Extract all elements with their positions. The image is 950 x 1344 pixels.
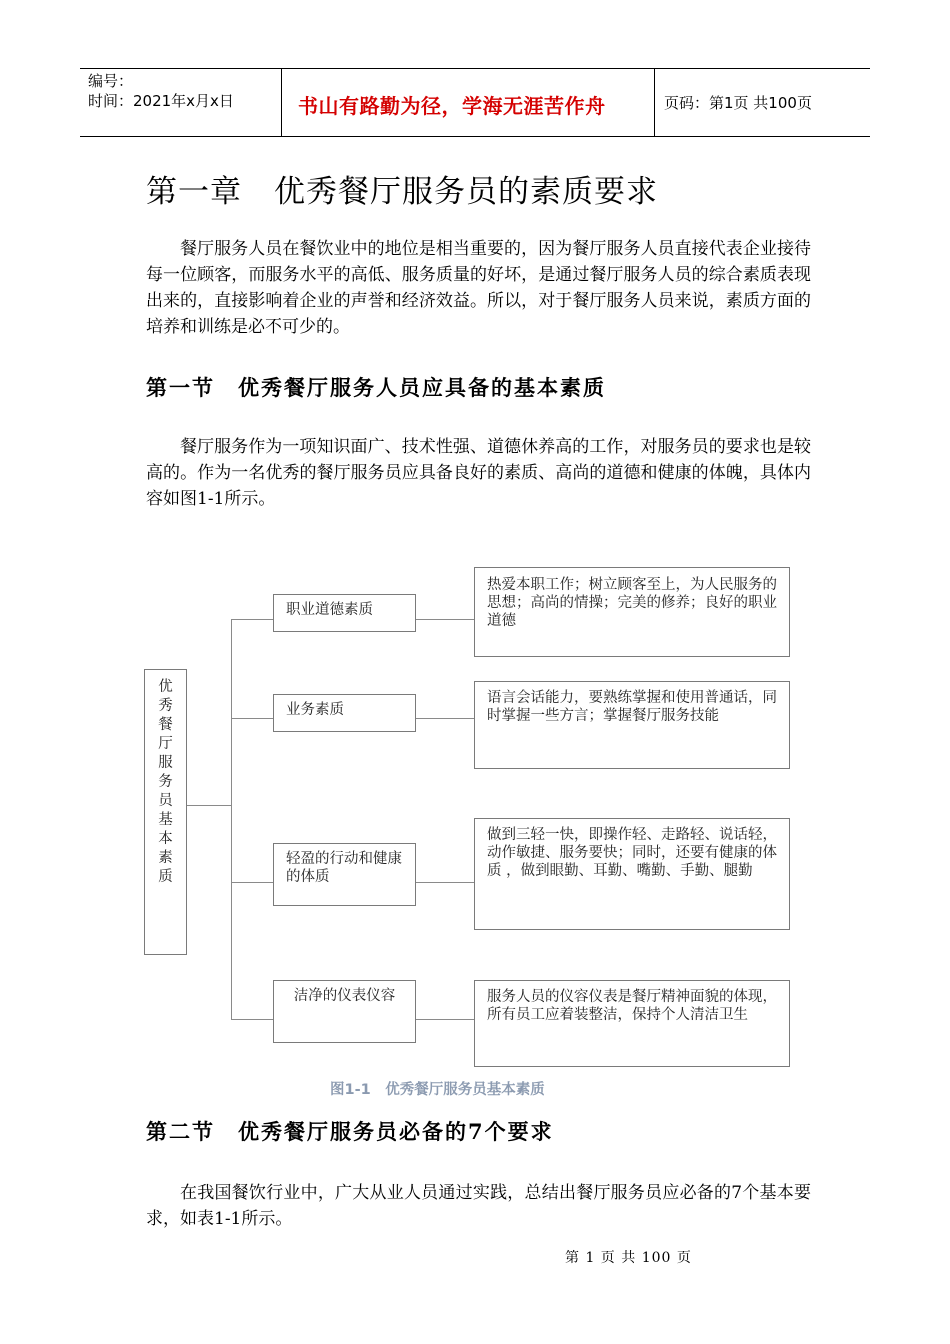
root-connector xyxy=(187,805,231,806)
branch-box-4 xyxy=(273,980,416,1043)
doc-time-label: 时间：2021年x月x日 xyxy=(88,92,234,110)
diagram-root-box xyxy=(144,669,187,955)
detail-box-2 xyxy=(474,681,790,769)
trunk-line xyxy=(231,619,232,1019)
header-divider-left xyxy=(281,68,282,136)
detail-box-1 xyxy=(474,567,790,657)
detail-box-4 xyxy=(474,980,790,1067)
diagram-root-label: 优秀餐厅服务员基本素质 xyxy=(158,679,173,885)
detail-text-3: 做到三轻一快，即操作轻、走路轻、说话轻，动作敏捷、服务要快；同时，还要有健康的体质 ，做到眼勤、耳勤、嘴勤、手勤、腿勤 xyxy=(487,827,777,879)
diagram-caption: 图1-1 优秀餐厅服务员基本素质 xyxy=(330,1082,545,1098)
page-footer: 第 1 页 共 100 页 xyxy=(565,1250,692,1266)
doc-number-label: 编号： xyxy=(88,72,134,90)
header-top-rule xyxy=(80,68,870,69)
detail-connector-2 xyxy=(416,718,474,719)
branch-label-2: 业务素质 xyxy=(286,702,344,718)
branch-connector-4 xyxy=(231,1019,273,1020)
chapter-title: 第一章 优秀餐厅服务员的素质要求 xyxy=(146,174,658,210)
branch-connector-2 xyxy=(231,718,273,719)
detail-connector-4 xyxy=(416,1019,474,1020)
header-page-info: 页码：第1页 共100页 xyxy=(664,94,812,112)
branch-label-1: 职业道德素质 xyxy=(286,602,373,618)
branch-connector-1 xyxy=(231,619,273,620)
header-motto: 书山有路勤为径，学海无涯苦作舟 xyxy=(298,94,606,118)
branch-label-3: 轻盈的行动和健康的体质 xyxy=(286,851,402,885)
header-divider-right xyxy=(654,68,655,136)
detail-text-1: 热爱本职工作；树立顾客至上，为人民服务的思想；高尚的情操；完美的修养；良好的职业道德 xyxy=(487,577,777,629)
header-bottom-rule xyxy=(80,136,870,137)
branch-box-1 xyxy=(273,594,416,632)
section-2-paragraph: 在我国餐饮行业中，广大从业人员通过实践，总结出餐厅服务员应必备的7个基本要求，如表1-1所示。 xyxy=(146,1183,811,1229)
branch-label-4: 洁净的仪表仪容 xyxy=(293,988,396,1004)
detail-connector-1 xyxy=(416,619,474,620)
detail-text-2: 语言会话能力，要熟练掌握和使用普通话，同时掌握一些方言；掌握餐厅服务技能 xyxy=(487,690,777,724)
branch-box-2 xyxy=(273,694,416,732)
section-2-title: 第二节 优秀餐厅服务员必备的7个要求 xyxy=(146,1119,554,1144)
section-1-paragraph: 餐厅服务作为一项知识面广、技术性强、道德休养高的工作，对服务员的要求也是较高的。作为一名优秀的餐厅服务员应具备良好的素质、高尚的道德和健康的体魄，具体内容如图1-1所示。 xyxy=(146,437,811,509)
detail-text-4: 服务人员的仪容仪表是餐厅精神面貌的体现，所有员工应着装整洁，保持个人清洁卫生 xyxy=(487,989,777,1023)
detail-connector-3 xyxy=(416,882,474,883)
section-1-title: 第一节 优秀餐厅服务人员应具备的基本素质 xyxy=(146,375,606,400)
branch-box-3 xyxy=(273,843,416,906)
intro-paragraph: 餐厅服务人员在餐饮业中的地位是相当重要的，因为餐厅服务人员直接代表企业接待每一位顾客，而服务水平的高低、服务质量的好坏，是通过餐厅服务人员的综合素质表现出来的，直接影响着企业的声誉和经济效益。所以，对于餐厅服务人员来说，素质方面的培养和训练是必不可少的。 xyxy=(146,239,811,337)
branch-connector-3 xyxy=(231,882,273,883)
detail-box-3 xyxy=(474,818,790,930)
